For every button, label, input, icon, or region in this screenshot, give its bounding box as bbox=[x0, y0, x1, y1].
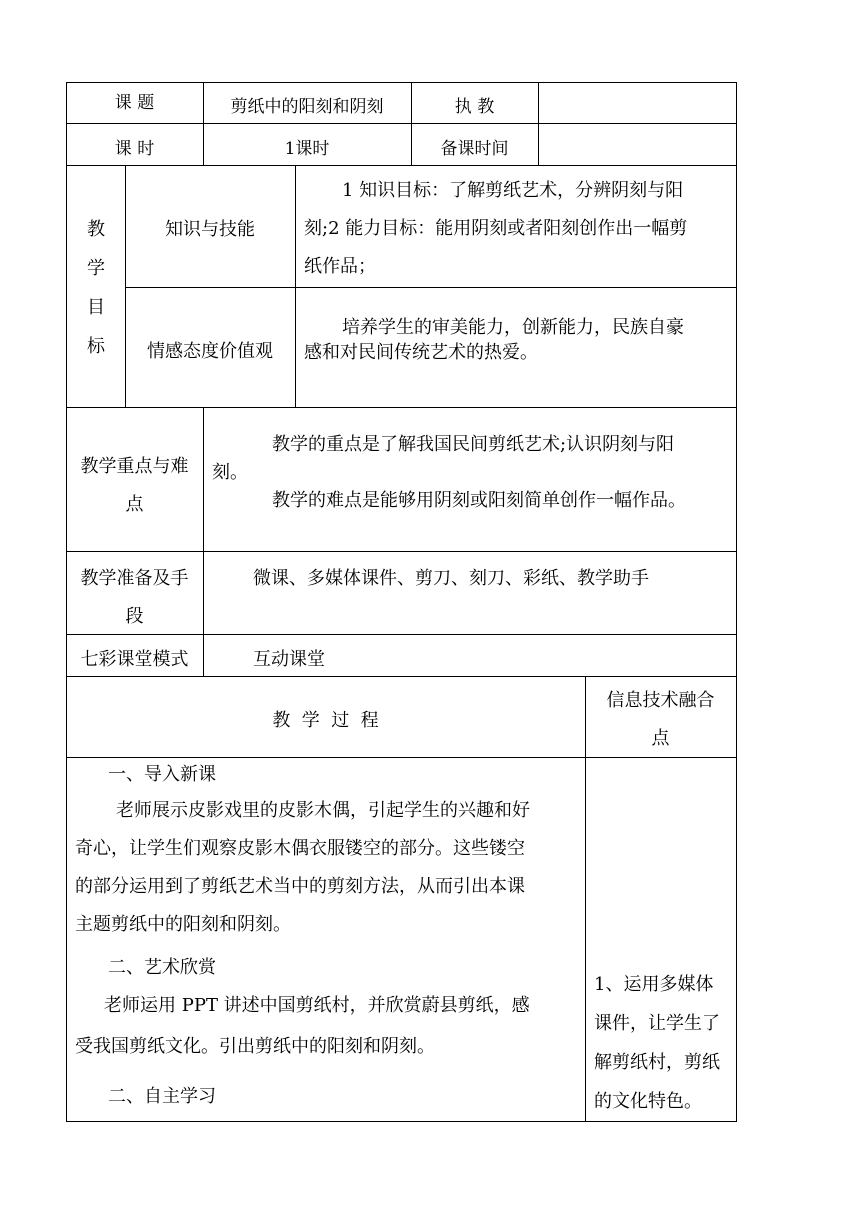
process-line: 主题剪纸中的阳刻和阴刻。 bbox=[75, 914, 291, 935]
prep-time-label: 备课时间 bbox=[440, 139, 509, 159]
table-col-divider bbox=[295, 165, 296, 408]
table-border-top bbox=[66, 82, 737, 83]
teacher-label: 执 教 bbox=[454, 97, 495, 117]
focus-line: 教学的重点是了解我国民间剪纸艺术;认识阴刻与阳 bbox=[272, 434, 675, 455]
prep-means-value: 微课、多媒体课件、剪刀、刻刀、彩纸、教学助手 bbox=[253, 568, 649, 589]
process-heading: 二、艺术欣赏 bbox=[108, 957, 216, 978]
it-integration-title-line: 信息技术融合 bbox=[606, 690, 715, 711]
goals-side-char: 目 bbox=[87, 297, 105, 318]
hours-label: 课 时 bbox=[114, 139, 155, 159]
table-row-divider bbox=[66, 551, 737, 552]
table-col-divider bbox=[538, 82, 539, 166]
classroom-mode-value: 互动课堂 bbox=[253, 649, 325, 670]
focus-label bbox=[66, 448, 203, 524]
knowledge-line: 纸作品； bbox=[304, 256, 376, 277]
it-note-line: 解剪纸村，剪纸 bbox=[594, 1052, 720, 1073]
process-line: 老师运用 PPT 讲述中国剪纸村，并欣赏蔚县剪纸，感 bbox=[104, 995, 530, 1016]
knowledge-line: 1 知识目标：了解剪纸艺术，分辨阴刻与阳 bbox=[342, 180, 684, 201]
table-col-divider bbox=[125, 165, 126, 408]
process-line: 老师展示皮影戏里的皮影木偶，引起学生的兴趣和好 bbox=[116, 800, 530, 821]
goals-side-label bbox=[67, 210, 125, 366]
process-heading: 二、自主学习 bbox=[108, 1086, 216, 1107]
process-line: 奇心，让学生们观察皮影木偶衣服镂空的部分。这些镂空 bbox=[75, 838, 525, 859]
goals-side-char: 标 bbox=[87, 336, 105, 357]
topic-label: 课 题 bbox=[114, 93, 155, 113]
goals-side-char: 教 bbox=[87, 219, 105, 240]
process-heading: 一、导入新课 bbox=[108, 764, 216, 785]
topic-value: 剪纸中的阳刻和阴刻 bbox=[230, 97, 384, 117]
process-line: 受我国剪纸文化。引出剪纸中的阳刻和阴刻。 bbox=[75, 1036, 435, 1057]
prep-means-label-line: 段 bbox=[125, 606, 144, 627]
table-col-divider bbox=[203, 407, 204, 677]
process-line: 的部分运用到了剪纸艺术当中的剪刻方法，从而引出本课 bbox=[75, 876, 525, 897]
focus-label-line: 教学重点与难 bbox=[80, 456, 189, 477]
prep-means-label bbox=[66, 560, 203, 636]
focus-label-line: 点 bbox=[125, 494, 144, 515]
it-note-line: 课件，让学生了 bbox=[594, 1013, 720, 1034]
goals-side-char: 学 bbox=[87, 258, 105, 279]
focus-line: 刻。 bbox=[212, 462, 248, 483]
table-row-divider bbox=[125, 287, 737, 288]
knowledge-skill-label: 知识与技能 bbox=[165, 219, 255, 240]
table-border-right bbox=[736, 82, 737, 1122]
knowledge-line: 刻;2 能力目标：能用阴刻或者阳刻创作出一幅剪 bbox=[304, 218, 688, 239]
focus-line: 教学的难点是能够用阴刻或阳刻简单创作一幅作品。 bbox=[272, 490, 686, 511]
it-integration-title bbox=[585, 682, 736, 758]
emotion-line: 培养学生的审美能力，创新能力，民族自豪 bbox=[342, 317, 684, 338]
classroom-mode-label: 七彩课堂模式 bbox=[80, 649, 189, 670]
it-note-line: 1、运用多媒体 bbox=[594, 974, 714, 995]
hours-value: 1课时 bbox=[284, 139, 330, 159]
table-border-bottom bbox=[66, 1121, 737, 1122]
prep-means-label-line: 教学准备及手 bbox=[80, 568, 189, 589]
emotion-line: 感和对民间传统艺术的热爱。 bbox=[304, 342, 538, 363]
it-integration-title-line: 点 bbox=[651, 728, 670, 749]
it-note-line: 的文化特色。 bbox=[594, 1091, 702, 1112]
emotion-attitude-label: 情感态度价值观 bbox=[147, 341, 273, 362]
process-title: 教 学 过 程 bbox=[272, 710, 379, 731]
table-row-divider bbox=[66, 407, 737, 408]
